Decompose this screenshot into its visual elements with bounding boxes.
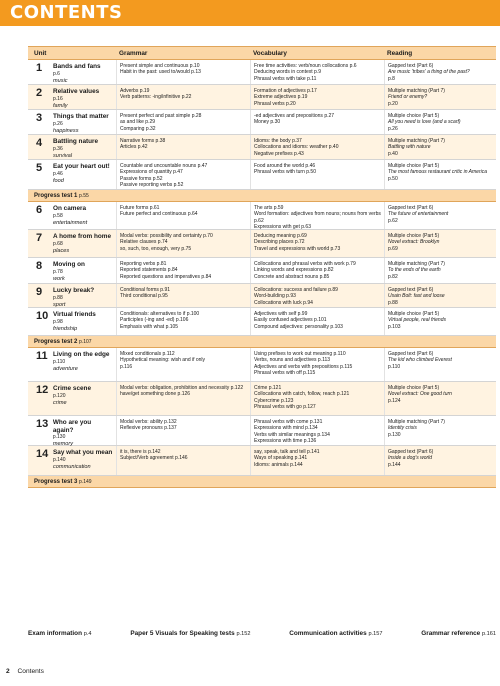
page-number: 2 (6, 668, 10, 675)
vocabulary-item: Expressions with mind p.134 (254, 425, 318, 432)
grammar-cell (116, 382, 250, 415)
reading-item: p.110 (388, 363, 401, 370)
grammar-item: Reflexive pronouns p.137 (120, 425, 177, 432)
reading-cell (384, 416, 496, 445)
vocabulary-item: Compound adjectives: personality p.103 (254, 323, 343, 330)
unit-cell (28, 284, 116, 307)
vocabulary-item: Verbs with similar meanings p.134 (254, 431, 330, 438)
unit-name[interactable]: Moving on (53, 261, 85, 268)
reading-item: p.50 (388, 175, 398, 182)
vocabulary-item: say, speak, talk and tell p.141 (254, 449, 320, 455)
vocabulary-item: Food around the world p.46 (254, 163, 316, 169)
reading-item: Multiple matching (Part 7) (388, 88, 445, 94)
unit-row[interactable] (28, 382, 496, 416)
reading-item: To the ends of the earth (388, 267, 441, 274)
unit-name[interactable]: A home from home (53, 233, 111, 240)
unit-number: 6 (36, 204, 43, 216)
reading-item: Are music 'tribes' a thing of the past? (388, 69, 470, 76)
grammar-item: as and like p.29 (120, 119, 156, 126)
unit-row[interactable] (28, 230, 496, 258)
unit-info (50, 205, 87, 227)
vocabulary-cell (250, 446, 384, 475)
grammar-cell (116, 446, 250, 475)
unit-cell (28, 416, 116, 445)
progress-test-1[interactable] (28, 190, 496, 202)
unit-name[interactable]: Crime scene (53, 385, 92, 392)
grammar-item: Articles p.42 (120, 144, 148, 151)
contents-table (28, 46, 496, 488)
grammar-cell (116, 284, 250, 307)
vocabulary-item: Ways of speaking p.141 (254, 455, 308, 462)
grammar-item: Emphasis with what p.105 (120, 323, 179, 330)
unit-row[interactable] (28, 446, 496, 476)
reading-item: The future of entertainment (388, 211, 449, 218)
unit-number: 10 (36, 310, 49, 322)
grammar-item: Reporting verbs p.81 (120, 261, 167, 267)
unit-cell (28, 382, 116, 415)
unit-cell (28, 202, 116, 229)
unit-row[interactable] (28, 135, 496, 160)
vocabulary-item: Formation of adjectives p.17 (254, 88, 317, 94)
reading-item: All you need is love (and a scarf) (388, 119, 461, 126)
reading-cell (384, 202, 496, 229)
progress-test-3[interactable] (28, 476, 496, 488)
unit-number: 2 (36, 87, 43, 99)
progress-label: Progress test 2 (34, 339, 78, 345)
unit-cell (28, 85, 116, 109)
unit-row[interactable] (28, 202, 496, 230)
grammar-item: Mixed conditionals p.112 (120, 351, 175, 357)
grammar-cell (116, 416, 250, 445)
grammar-item: Modal verbs: obligation, prohibition and necessity p.122 (120, 385, 244, 391)
grammar-item: so, such, too, enough, very p.75 (120, 245, 192, 252)
vocabulary-item: Cybercrime p.123 (254, 397, 294, 404)
unit-group-2 (28, 202, 496, 336)
progress-page: p.149 (79, 479, 92, 485)
grammar-item: Conditional forms p.91 (120, 287, 171, 293)
reading-item: p.62 (388, 217, 398, 224)
grammar-cell (116, 308, 250, 335)
grammar-item: Modal verbs: ability p.132 (120, 419, 177, 425)
vocabulary-cell (250, 60, 384, 84)
reading-cell (384, 110, 496, 134)
unit-page: p.6 (53, 70, 60, 77)
vocabulary-item: Collocations and phrasal verbs with work p.79 (254, 261, 356, 267)
reading-item: Gapped text (Part 6) (388, 351, 434, 357)
unit-info (50, 88, 99, 107)
unit-name[interactable]: Living on the edge (53, 351, 110, 358)
page-footer-label: Contents (17, 668, 44, 675)
unit-theme: happiness (53, 127, 79, 134)
unit-page: p.16 (53, 95, 63, 102)
reading-cell (384, 230, 496, 257)
unit-name[interactable]: Virtual friends (53, 311, 96, 318)
unit-theme: music (53, 77, 68, 84)
reading-cell (384, 60, 496, 84)
footer-reference[interactable] (421, 630, 496, 644)
reading-item: p.88 (388, 299, 398, 306)
footer-reference-page: p.4 (83, 631, 92, 637)
unit-info (50, 138, 98, 157)
reading-item: p.130 (388, 431, 401, 438)
unit-theme: friendship (53, 325, 78, 332)
unit-row[interactable] (28, 110, 496, 135)
grammar-item: p.116 (120, 363, 133, 370)
reading-cell (384, 446, 496, 475)
vocabulary-item: Using prefixes to work out meaning p.110 (254, 351, 346, 357)
progress-test-2[interactable] (28, 336, 496, 348)
vocabulary-item: Expressions with time p.136 (254, 437, 317, 444)
unit-theme: places (53, 247, 70, 254)
grammar-item: have/get something done p.126 (120, 391, 191, 398)
unit-name[interactable]: Lucky break? (53, 287, 95, 294)
footer-references (28, 630, 496, 644)
grammar-item: Expressions of quantity p.47 (120, 169, 183, 176)
reading-item: Multiple choice (Part 5) (388, 113, 440, 119)
reading-item: p.82 (388, 273, 398, 280)
vocabulary-item: Negative prefixes p.43 (254, 150, 304, 157)
vocabulary-item: Phrasal verbs with come p.131 (254, 419, 323, 425)
footer-reference[interactable] (289, 630, 382, 644)
vocabulary-item: Phrasal verbs p.20 (254, 100, 296, 107)
unit-row[interactable] (28, 258, 496, 284)
vocabulary-item: -ed adjectives and prepositions p.27 (254, 113, 335, 119)
unit-theme: adventure (53, 365, 78, 372)
page-title: CONTENTS (10, 2, 123, 23)
grammar-item: Participles (-ing and -ed) p.106 (120, 317, 189, 324)
unit-number: 9 (36, 286, 43, 298)
unit-info (50, 113, 109, 132)
unit-name[interactable]: Say what you mean (53, 449, 113, 456)
grammar-item: Verb patterns: -ing/infinitive p.22 (120, 94, 192, 101)
vocabulary-cell (250, 308, 384, 335)
unit-theme: survival (53, 152, 72, 159)
vocabulary-item: Collocations with catch, follow, reach p.121 (254, 391, 350, 398)
footer-reference-page: p.157 (368, 631, 383, 637)
grammar-cell (116, 202, 250, 229)
grammar-cell (116, 160, 250, 189)
grammar-cell (116, 85, 250, 109)
unit-page: p.98 (53, 318, 63, 325)
reading-item: Multiple matching (Part 7) (388, 261, 445, 267)
unit-info (50, 385, 91, 413)
unit-theme: food (53, 177, 64, 184)
unit-name[interactable]: Battling nature (53, 138, 99, 145)
unit-info (50, 351, 109, 379)
grammar-item: Present simple and continuous p.10 (120, 63, 200, 69)
grammar-item: it is, there is p.142 (120, 449, 161, 455)
grammar-item: Habit in the past: used to/would p.13 (120, 69, 201, 76)
reading-item: Usain Bolt: fast and loose (388, 293, 445, 300)
reading-item: Multiple choice (Part 5) (388, 233, 440, 239)
progress-page: p.107 (79, 339, 92, 345)
reading-item: Multiple choice (Part 5) (388, 311, 440, 317)
unit-row[interactable] (28, 284, 496, 308)
reading-item: Inside a dog's world (388, 455, 433, 462)
reading-cell (384, 308, 496, 335)
unit-cell (28, 110, 116, 134)
vocabulary-item: Word-building p.93 (254, 293, 296, 300)
reading-item: Battling with nature (388, 144, 431, 151)
vocabulary-item: Linking words and expressions p.82 (254, 267, 334, 274)
vocabulary-item: Adjectives with self p.99 (254, 311, 308, 317)
header-unit: Unit (34, 50, 47, 57)
unit-theme: crime (53, 399, 67, 406)
grammar-cell (116, 110, 250, 134)
vocabulary-item: The arts p.59 (254, 205, 284, 211)
vocabulary-cell (250, 202, 384, 229)
reading-item: Gapped text (Part 6) (388, 287, 434, 293)
grammar-item: Conditionals: alternatives to if p.100 (120, 311, 200, 317)
unit-info (50, 163, 110, 187)
title-band (0, 0, 500, 26)
progress-page: p.55 (79, 193, 89, 199)
header-grammar: Grammar (119, 50, 148, 57)
unit-row[interactable] (28, 416, 496, 446)
progress-label: Progress test 1 (34, 193, 78, 199)
unit-theme: memory (52, 441, 74, 447)
reading-item: Virtual people, real friends (388, 317, 446, 324)
grammar-cell (116, 135, 250, 159)
unit-page: p.58 (53, 212, 63, 219)
grammar-cell (116, 258, 250, 283)
unit-info (50, 419, 113, 447)
unit-row[interactable] (28, 85, 496, 110)
grammar-item: Relative clauses p.74 (120, 239, 168, 246)
unit-name[interactable]: Eat your heart out! (53, 163, 110, 170)
unit-number: 5 (36, 162, 43, 174)
reading-item: p.124 (388, 397, 401, 404)
reading-item: Gapped text (Part 6) (388, 449, 434, 455)
unit-theme: sport (53, 301, 66, 308)
footer-reference[interactable] (130, 630, 250, 644)
reading-item: Multiple matching (Part 7) (388, 138, 445, 144)
unit-info (50, 63, 101, 82)
vocabulary-item: Idioms: the body p.37 (254, 138, 302, 144)
vocabulary-item: Collocations and idioms: weather p.40 (254, 144, 339, 151)
reading-item: p.103 (388, 323, 401, 330)
grammar-item: Future perfect and continuous p.64 (120, 211, 198, 218)
footer-reference-page: p.152 (236, 631, 251, 637)
grammar-item: Adverbs p.19 (120, 88, 150, 94)
unit-group-3 (28, 348, 496, 476)
grammar-item: Passive forms p.52 (120, 175, 163, 182)
vocabulary-cell (250, 416, 384, 445)
reading-item: Friend or enemy? (388, 94, 428, 101)
reading-cell (384, 382, 496, 415)
reading-item: Multiple choice (Part 5) (388, 385, 440, 391)
unit-cell (28, 135, 116, 159)
vocabulary-cell (250, 85, 384, 109)
unit-page: p.88 (53, 294, 63, 301)
unit-row[interactable] (28, 60, 496, 85)
vocabulary-item: Easily confused adjectives p.101 (254, 317, 327, 324)
unit-page: p.130 (52, 434, 66, 440)
vocabulary-item: Idioms: animals p.144 (254, 461, 303, 468)
unit-cell (28, 348, 116, 381)
unit-number: 7 (36, 232, 43, 244)
vocabulary-cell (250, 348, 384, 381)
vocabulary-item: Concrete and abstract nouns p.85 (254, 273, 330, 280)
grammar-item: Third conditional p.95 (120, 293, 168, 300)
reading-item: Identity crisis (388, 425, 417, 432)
grammar-item: Narrative forms p.38 (120, 138, 166, 144)
vocabulary-item: Phrasal verbs with off p.115 (254, 369, 316, 376)
unit-cell (28, 446, 116, 475)
vocabulary-item: Crime p.121 (254, 385, 282, 391)
vocabulary-cell (250, 110, 384, 134)
unit-cell (28, 60, 116, 84)
unit-cell (28, 230, 116, 257)
reading-item: p.40 (388, 150, 398, 157)
grammar-item: Hypothetical meaning: wish and if only (120, 357, 206, 364)
table-header (28, 46, 496, 60)
reading-item: p.144 (388, 461, 401, 468)
vocabulary-item: Phrasal verbs with go p.127 (254, 403, 316, 410)
reading-item: Novel extract: One good turn (388, 391, 452, 398)
grammar-item: Reported questions and imperatives p.84 (120, 273, 212, 280)
unit-info (50, 287, 95, 308)
vocabulary-item: Word formation: adjectives from nouns; nouns from verbs p.62 (254, 211, 381, 224)
unit-number: 11 (36, 350, 48, 362)
vocabulary-item: Expressions with get p.63 (254, 223, 311, 230)
reading-item: Multiple choice (Part 5) (388, 163, 440, 169)
grammar-cell (116, 230, 250, 257)
unit-number: 13 (36, 418, 49, 430)
unit-theme: work (53, 275, 65, 282)
vocabulary-cell (250, 135, 384, 159)
vocabulary-item: Deducing words in context p.9 (254, 69, 321, 76)
vocabulary-cell (250, 382, 384, 415)
unit-row[interactable] (28, 308, 496, 336)
reading-item: p.8 (388, 75, 395, 82)
reading-cell (384, 258, 496, 283)
vocabulary-item: Extreme adjectives p.19 (254, 94, 308, 101)
unit-name[interactable]: Relative values (53, 88, 100, 95)
unit-cell (28, 308, 116, 335)
unit-page: p.68 (53, 240, 63, 247)
reading-item: Gapped text (Part 6) (388, 63, 434, 69)
unit-page: p.36 (53, 145, 63, 152)
reading-item: p.20 (388, 100, 398, 107)
vocabulary-cell (250, 230, 384, 257)
vocabulary-item: Deducing meaning p.69 (254, 233, 307, 239)
vocabulary-cell (250, 258, 384, 283)
vocabulary-item: Money p.30 (254, 119, 281, 126)
grammar-cell (116, 60, 250, 84)
reading-item: Novel extract: Brooklyn (388, 239, 440, 246)
vocabulary-item: Phrasal verbs with take p.11 (254, 75, 317, 82)
unit-row[interactable] (28, 160, 496, 190)
unit-number: 3 (36, 112, 43, 124)
unit-page: p.46 (53, 170, 63, 177)
progress-label: Progress test 3 (34, 479, 78, 485)
vocabulary-item: Verbs, nouns and adjectives p.113 (254, 357, 331, 364)
reading-item: Gapped text (Part 6) (388, 205, 434, 211)
reading-item: The most famous restaurant critic in America (388, 169, 488, 176)
footer-reference[interactable] (28, 630, 92, 644)
unit-name[interactable]: Things that matter (53, 113, 109, 120)
header-vocabulary: Vocabulary (253, 50, 287, 57)
unit-cell (28, 258, 116, 283)
unit-page: p.140 (53, 456, 66, 463)
vocabulary-cell (250, 160, 384, 189)
reading-cell (384, 348, 496, 381)
unit-info (50, 261, 85, 281)
unit-group-1 (28, 60, 496, 190)
grammar-item: Subject/Verb agreement p.146 (120, 455, 188, 462)
unit-row[interactable] (28, 348, 496, 382)
grammar-item: Present perfect and past simple p.28 (120, 113, 202, 119)
footer-reference-label: Communication activities (289, 630, 367, 637)
unit-theme: family (53, 102, 68, 109)
reading-cell (384, 135, 496, 159)
unit-theme: entertainment (53, 219, 88, 226)
vocabulary-item: Describing places p.72 (254, 239, 305, 246)
footer-reference-label: Paper 5 Visuals for Speaking tests (130, 630, 235, 637)
unit-info (50, 449, 112, 473)
unit-info (50, 233, 111, 255)
grammar-item: Countable and uncountable nouns p.47 (120, 163, 208, 169)
reading-cell (384, 85, 496, 109)
unit-page: p.110 (53, 358, 66, 365)
reading-item: The kid who climbed Everest (388, 357, 452, 364)
unit-number: 4 (36, 137, 43, 149)
reading-cell (384, 284, 496, 307)
unit-name[interactable]: On camera (53, 205, 87, 212)
footer-reference-label: Grammar reference (421, 630, 481, 637)
unit-page: p.120 (53, 392, 66, 399)
grammar-item: Reported statements p.84 (120, 267, 178, 274)
grammar-item: Modal verbs: possibility and certainty p.70 (120, 233, 213, 239)
vocabulary-item: Free time activities: verb/noun collocations p.6 (254, 63, 357, 69)
grammar-cell (116, 348, 250, 381)
vocabulary-item: Travel and expressions with world p.73 (254, 245, 341, 252)
vocabulary-cell (250, 284, 384, 307)
footer-reference-label: Exam information (28, 630, 82, 637)
vocabulary-item: Collocations: success and failure p.89 (254, 287, 338, 293)
unit-number: 8 (36, 260, 43, 272)
unit-info (50, 311, 96, 333)
unit-name[interactable]: Bands and fans (53, 63, 101, 70)
page-footer (6, 668, 44, 675)
footer-reference-page: p.161 (482, 631, 496, 637)
reading-item: p.26 (388, 125, 398, 132)
unit-name[interactable]: Who are you again? (52, 419, 92, 434)
reading-cell (384, 160, 496, 189)
grammar-item: Passive reporting verbs p.52 (120, 181, 184, 188)
unit-number: 12 (36, 384, 49, 396)
unit-page: p.78 (53, 268, 63, 275)
grammar-item: Comparing p.32 (120, 125, 156, 132)
unit-number: 1 (36, 62, 43, 74)
vocabulary-item: Adjectives and verbs with prepositions p.115 (254, 363, 353, 370)
vocabulary-item: Phrasal verbs with turn p.50 (254, 169, 316, 176)
reading-item: Multiple matching (Part 7) (388, 419, 445, 425)
reading-item: p.69 (388, 245, 398, 252)
grammar-item: Future forms p.61 (120, 205, 160, 211)
unit-cell (28, 160, 116, 189)
unit-page: p.26 (53, 120, 63, 127)
header-reading: Reading (387, 50, 413, 57)
unit-number: 14 (36, 448, 49, 460)
vocabulary-item: Collocations with luck p.94 (254, 299, 313, 306)
unit-theme: communication (53, 463, 91, 470)
